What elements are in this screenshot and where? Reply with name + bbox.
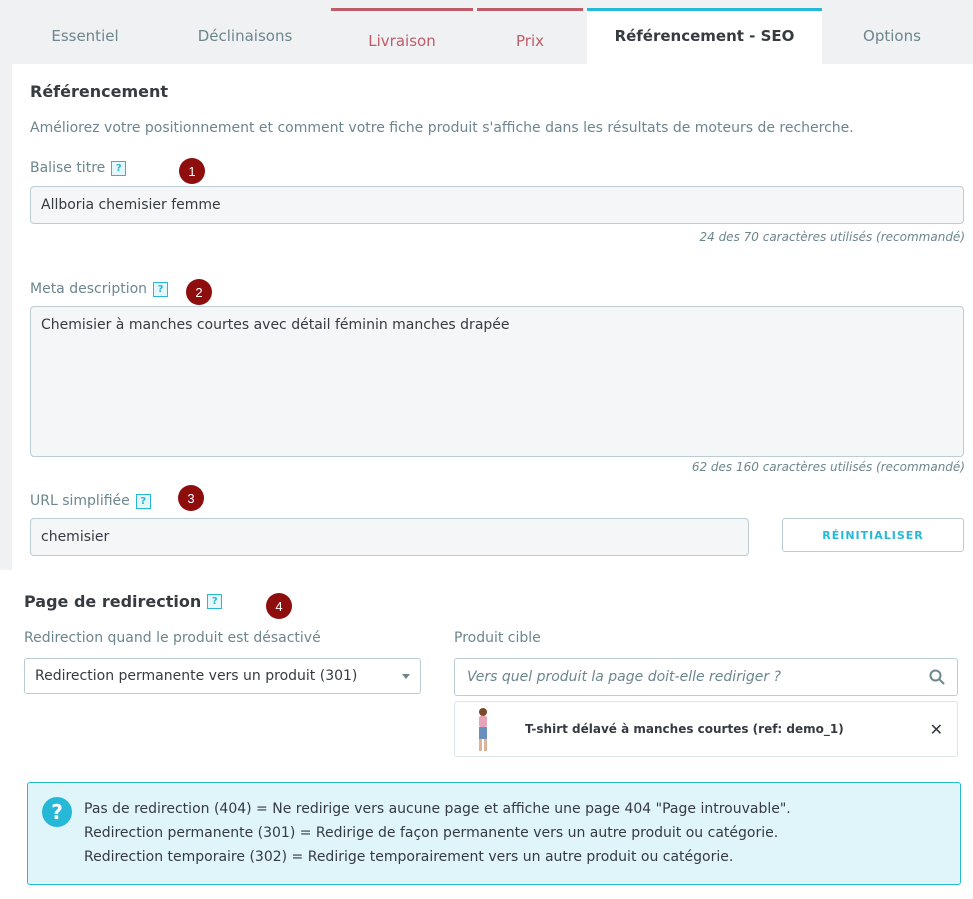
product-tabs: [0, 0, 973, 64]
help-icon[interactable]: ?: [136, 494, 151, 509]
redirection-info-alert: [27, 782, 961, 885]
redirection-section-title: Page de redirection: [24, 592, 202, 611]
target-product-placeholder: Vers quel produit la page doit-elle rediriger ?: [467, 669, 781, 685]
meta-description-textarea[interactable]: Chemisier à manches courtes avec détail féminin manches drapée: [30, 306, 964, 457]
selected-product-card: [454, 701, 958, 757]
tab-livraison[interactable]: Livraison: [331, 8, 473, 64]
meta-description-label-row: [30, 281, 168, 297]
meta-title-input[interactable]: Allboria chemisier femme: [30, 186, 964, 224]
meta-description-counter: 62 des 160 caractères utilisés (recommandé): [691, 460, 965, 474]
meta-title-label: Balise titre: [30, 160, 106, 176]
meta-title-label-row: [30, 160, 126, 176]
annotation-badge-1: 1: [179, 158, 205, 184]
friendly-url-input[interactable]: chemisier: [30, 518, 749, 556]
tab-declinaisons[interactable]: Déclinaisons: [197, 27, 293, 45]
question-circle-icon: ?: [42, 797, 72, 827]
friendly-url-label-row: [30, 493, 151, 509]
product-thumbnail: [473, 707, 493, 753]
tab-options[interactable]: Options: [863, 27, 921, 45]
redirection-type-value: Redirection permanente vers un produit (301): [35, 668, 358, 684]
annotation-badge-3: 3: [178, 485, 204, 511]
selected-product-name: T-shirt délavé à manches courtes (ref: demo_1): [525, 722, 844, 736]
annotation-badge-4: 4: [266, 593, 292, 619]
target-product-label: Produit cible: [454, 630, 541, 646]
redirection-title-row: [24, 592, 222, 611]
target-product-search-input[interactable]: [454, 658, 958, 696]
tab-essentiel[interactable]: Essentiel: [51, 27, 119, 45]
seo-subtitle: Améliorez votre positionnement et comment votre fiche produit s'affiche dans les résultats de moteurs de recherche.: [30, 120, 854, 136]
seo-section-title: Référencement: [30, 82, 169, 101]
meta-title-counter: 24 des 70 caractères utilisés (recommandé): [699, 230, 965, 244]
chevron-down-icon: [402, 674, 410, 679]
friendly-url-label: URL simplifiée: [30, 493, 130, 509]
help-icon[interactable]: ?: [153, 282, 168, 297]
info-line: Redirection permanente (301) = Redirige de façon permanente vers un autre produit ou catégorie.: [84, 825, 779, 841]
search-icon[interactable]: [929, 669, 945, 685]
info-line: Pas de redirection (404) = Ne redirige vers aucune page et affiche une page 404 "Page introuvable".: [84, 801, 791, 817]
help-icon[interactable]: ?: [111, 161, 126, 176]
tab-prix[interactable]: Prix: [477, 8, 583, 64]
annotation-badge-2: 2: [186, 279, 212, 305]
left-gutter: [0, 64, 12, 570]
tab-seo[interactable]: Référencement - SEO: [587, 8, 822, 64]
redirection-type-label: Redirection quand le produit est désactivé: [24, 630, 321, 646]
reset-url-button[interactable]: RÉINITIALISER: [782, 518, 964, 552]
close-icon[interactable]: ✕: [929, 719, 943, 739]
info-line: Redirection temporaire (302) = Redirige temporairement vers un autre produit ou catégorie.: [84, 849, 734, 865]
meta-description-label: Meta description: [30, 281, 148, 297]
redirection-type-select[interactable]: [24, 658, 421, 694]
help-icon[interactable]: ?: [207, 594, 222, 609]
